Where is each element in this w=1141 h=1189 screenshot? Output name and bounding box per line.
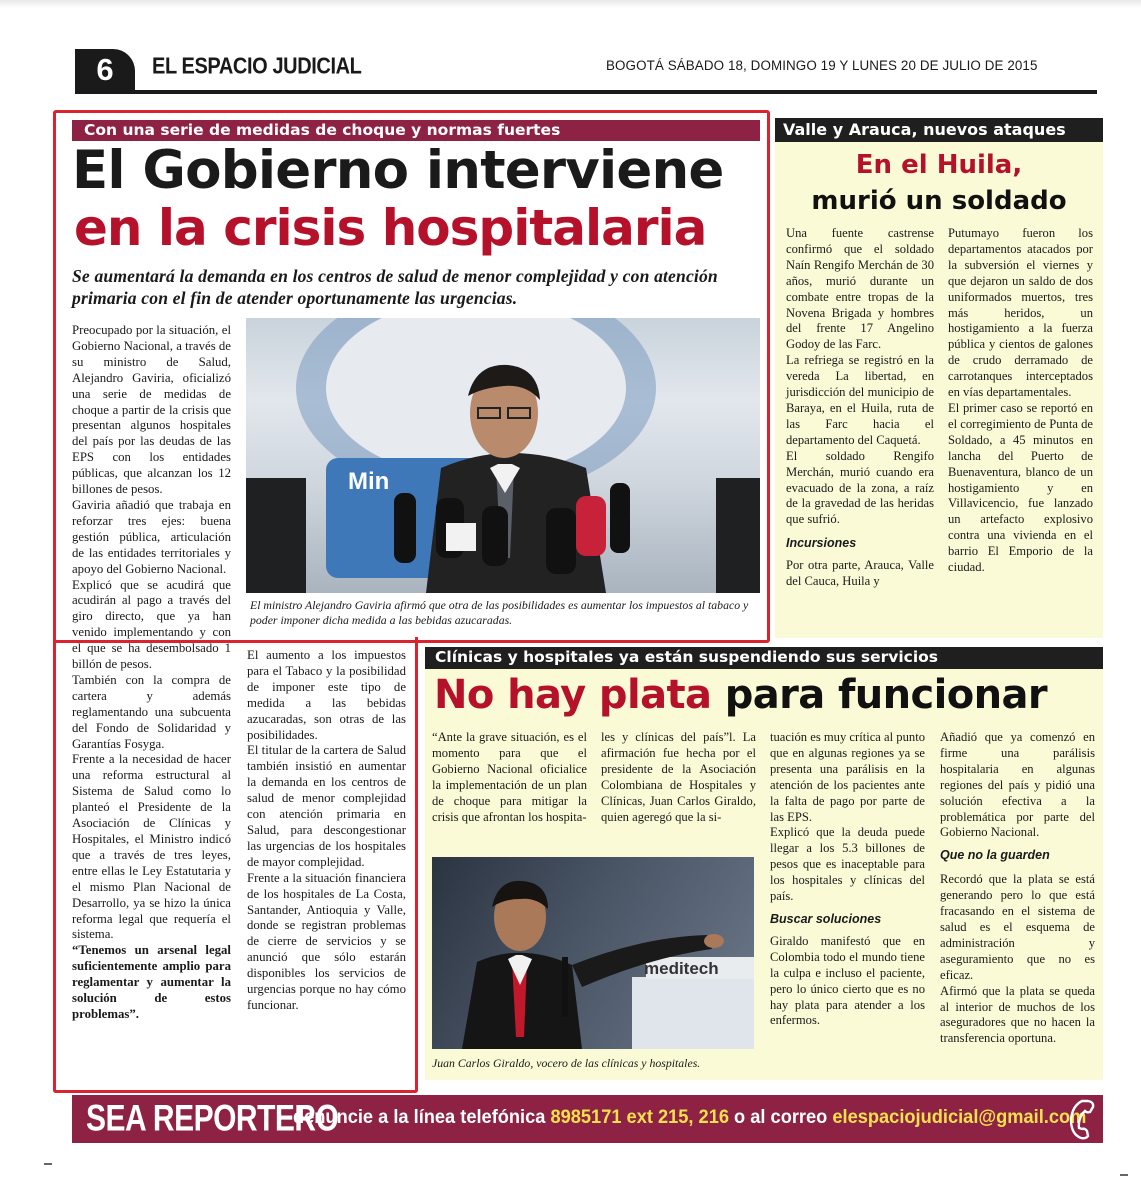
clinic-col3	[770, 730, 925, 1029]
paragraph: El titular de la cartera de Salud también insistió en aumentar la demanda en los centros de salud de menor complejidad con atención primaria en Salud, para descongestionar las urgencias de los hospitales de mayor complejidad.	[247, 743, 406, 869]
paragraph: tuación es muy crítica al punto que en algunas regiones ya se presenta una parálisis en la atención de los pacientes ante la falta de pago por parte de las EPS.	[770, 730, 925, 824]
header-rule	[75, 90, 1097, 94]
paragraph: También con la compra de cartera y además reglamentando una subcuenta del Fondo de Solidaridad y Garantías Fosyga.	[72, 672, 231, 751]
paragraph: El aumento a los impuestos para el Tabaco y la posibilidad de imponer este tipo de medida a las bebidas azucaradas, son otras de las posibilidades.	[247, 648, 406, 742]
clinic-headline-red: No hay plata	[434, 672, 712, 718]
scan-mark	[44, 1163, 52, 1165]
reporter-phone: 8985171	[550, 1107, 622, 1128]
reporter-ext: ext 215, 216	[626, 1107, 729, 1128]
scan-mark	[1120, 1174, 1128, 1176]
reporter-line	[293, 1107, 1086, 1129]
minister-photo	[246, 318, 760, 593]
page-number: 6	[96, 52, 114, 87]
main-kicker-text: Con una serie de medidas de choque y normas fuertes	[84, 121, 561, 139]
paragraph: Añadió que ya comenzó en firme una parálisis hospitalaria en algunas regiones del país y pidió una solución efectiva a la problemática por parte del Gobierno Nacional.	[940, 730, 1095, 840]
clinic-headline	[434, 672, 1047, 718]
paragraph: La refriega se registró en la vereda La libertad, en jurisdicción del municipio de Baraya, en el Huila, ruta de las Farc hacia el departamento del Caquetá.	[786, 353, 934, 447]
side-col1	[786, 226, 934, 590]
paragraph: El primer caso se reportó en el corregimiento de Punta de Soldado, a 45 minutos en lancha del Puerto de Buenaventura, blanco de un hostigamiento y en Villavicencio, fue lanzado un artefacto explosivo contra una vivienda en el barrio El Emporio de la ciudad.	[948, 400, 1093, 575]
photo-banner-text: Min	[348, 468, 390, 495]
paragraph: les y clínicas del país”l. La afirmación fue hecha por el presidente de la Asociación Colombiana de Hospitales y Clínicas, Juan Carlos Giraldo, quien ageregó que la si-	[601, 730, 756, 824]
paragraph: El soldado Rengifo Merchán, murió cuando era evacuado de la zona, a raíz de la gravedad de las heridas que sufrió.	[786, 448, 934, 527]
paragraph: Recordó que la plata se está generando pero lo que está fracasando en el sistema de salud es el esquema de administración y aseguramiento que no es eficaz.	[940, 872, 1095, 982]
reporter-text-prefix: denuncie a la línea telefónica	[293, 1107, 546, 1128]
side-col2	[948, 226, 1093, 576]
subhead-buscar-soluciones: Buscar soluciones	[770, 911, 882, 926]
side-kicker-text: Valle y Arauca, nuevos ataques	[783, 120, 1066, 139]
reporter-brand: SEA REPORTERO	[86, 1098, 339, 1140]
paragraph: “Ante la grave situación, es el momento para que el Gobierno Nacional oficialice la implementación de un plan de choque para mitigar la crisis que afrontan los hospita-	[432, 730, 587, 824]
clinic-headline-black: para funcionar	[724, 672, 1048, 718]
photo-banner-text: meditech	[644, 959, 719, 978]
reporter-email: elespaciojudicial@gmail.com	[832, 1107, 1087, 1128]
clinic-kicker-text: Clínicas y hospitales ya están suspendiendo sus servicios	[435, 648, 939, 666]
paragraph: Giraldo manifestó que en Colombia todo el mundo tiene la culpa e incluso el paciente, pero lo único cierto que es no hay plata para atender a los enfermos.	[770, 933, 925, 1028]
side-headline-line2: murió un soldado	[811, 186, 1067, 216]
top-scan-strip	[0, 0, 1141, 8]
paragraph: Preocupado por la situación, el Gobierno Nacional, a través de su ministro de Salud, Alejandro Gaviria, oficializó una serie de medidas de choque a partir de la crisis que presentan algunos hospitales del país por las deudas de las EPS con los entidades públicas, que alcanzan los 12 billones de pesos.	[72, 323, 231, 497]
paragraph: Afirmó que la plata se queda al interior de muchos de los aseguradores que no hacen la transferencia oportuna.	[940, 983, 1095, 1046]
publication-name: EL ESPACIO JUDICIAL	[152, 54, 362, 80]
phone-icon	[1066, 1098, 1096, 1140]
paragraph: Una fuente castrense confirmó que el soldado Naín Rengifo Merchán de 30 años, murió durante un combate entre tropas de la Novena Brigada y hombres del frente 17 Angelino Godoy de las Farc.	[786, 226, 934, 352]
main-col2	[247, 648, 406, 1014]
main-deck: Se aumentará la demanda en los centros de salud de menor complejidad y con atención primaria con el fin de atender oportunamente las urgencias.	[72, 266, 718, 308]
minister-photo-caption: El ministro Alejandro Gaviria afirmó que otra de las posibilidades es aumentar los impuestos al tabaco y poder imponer dicha medida a las bebidas azucaradas.	[250, 598, 749, 627]
side-headline-line1: En el Huila,	[855, 150, 1023, 180]
paragraph: Frente a la necesidad de hacer una reforma estructural al Sistema de Salud como lo planteó el Presidente de la Asociación de Clínicas y Hospitales, el Ministro indicó que a través de tres leyes, entre ellas le Ley Estatutaria y el mismo Plan Nacional de Desarrollo, ya se hizo la única reforma legal que requería el sistema.	[72, 752, 231, 942]
clinic-col2	[601, 730, 756, 825]
dateline: BOGOTÁ SÁBADO 18, DOMINGO 19 Y LUNES 20 DE JULIO DE 2015	[606, 58, 1038, 73]
paragraph: Explicó que la deuda puede llegar a los 5.3 billones de pesos que es inaceptable para los hospitales y clínicas del país.	[770, 825, 925, 904]
giraldo-photo	[432, 857, 754, 1049]
main-headline-line1: El Gobierno interviene	[72, 140, 724, 201]
subhead-que-no-la-guarden: Que no la guarden	[940, 848, 1050, 863]
paragraph: Gaviria añadió que trabaja en reforzar tres ejes: buena gestión pública, articulación de las entidades territoriales y apoyo del Gobierno Nacional.	[72, 497, 231, 576]
paragraph: Por otra parte, Arauca, Valle del Cauca, Huila y	[786, 558, 934, 589]
paragraph: Putumayo fueron los departamentos atacados por la subversión el viernes y que dejaron un saldo de dos uniformados muertos, tres más heridos, un hostigamiento a la fuerza pública y cientos de galones de crudo derramado de carrotanques interceptados en vías departamentales.	[948, 226, 1093, 400]
clinic-col4	[940, 730, 1095, 1047]
quote-paragraph: “Tenemos un arsenal legal suficientemente amplio para reglamentar y aumentar la solución de estos problemas”.	[72, 943, 231, 1021]
main-headline-line2: en la crisis hospitalaria	[74, 199, 707, 257]
paragraph: Explicó que se acudirá que acudirán al pago a través del giro directo, que ya han venido implementando y con el que se ha desembolsado 1 billón de pesos.	[72, 577, 231, 672]
reporter-text-mid: o al correo	[734, 1107, 828, 1128]
paragraph: Frente a la situación financiera de los hospitales de La Costa, Santander, Antioquia y Valle, donde se registran problemas de cierre de servicios y se anunció que sólo estarán disponibles los servicios de urgencias porque no hay cómo funcionar.	[247, 870, 406, 1012]
giraldo-photo-caption: Juan Carlos Giraldo, vocero de las clínicas y hospitales.	[432, 1056, 701, 1070]
subhead-incursiones: Incursiones	[786, 536, 857, 551]
clinic-col1	[432, 730, 587, 825]
main-col1	[72, 323, 231, 1023]
